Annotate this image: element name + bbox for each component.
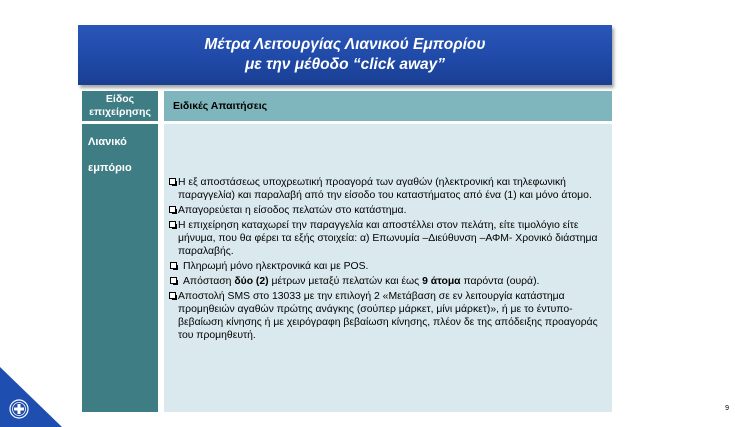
header-requirements-label: Ειδικές Απαιτήσεις [173, 100, 268, 112]
requirement-text: Πληρωμή μόνο ηλεκτρονικά και με POS. [183, 261, 369, 272]
checkbox-bullet-icon [169, 178, 176, 185]
list-item [169, 219, 607, 258]
business-type-line-1: Λιανικό [88, 136, 127, 148]
requirement-text-bold-distance: δύο (2) [234, 276, 269, 287]
list-item [169, 260, 607, 273]
business-type-line-2: εμπόριο [88, 162, 132, 174]
header-type-line-2: επιχείρησης [89, 106, 151, 118]
requirement-text-middle: μέτρων μεταξύ πελατών και έως [268, 276, 423, 287]
requirement-text: Απαγορεύεται η είσοδος πελατών στο κατάστημα. [178, 205, 407, 216]
page-number: 9 [725, 405, 729, 412]
title-line-2: με την μέθοδο “click away” [244, 56, 446, 73]
title-banner [78, 25, 612, 85]
requirement-text-bold-people: 9 άτομα [422, 276, 461, 287]
checkbox-bullet-icon [170, 262, 177, 269]
list-item [169, 204, 607, 217]
header-type-line-1: Είδος [105, 93, 135, 105]
requirement-text-suffix: παρόντα (ουρά). [460, 276, 540, 287]
title-line-1: Μέτρα Λειτουργίας Λιανικού Εμπορίου [204, 36, 486, 53]
checkbox-bullet-icon [169, 292, 176, 299]
header-requirements [164, 91, 612, 121]
list-item [169, 176, 607, 202]
business-type-cell [82, 124, 158, 412]
list-item [169, 290, 607, 342]
requirement-text: Η εξ αποστάσεως υποχρεωτική προαγορά των αγαθών (ηλεκτρονική και τηλεφωνική παραγγελία) και παραλαβή από την είσοδο του καταστήματος από ένα (1) και μόνο άτομο. [178, 177, 592, 201]
checkbox-bullet-icon [170, 277, 177, 284]
requirement-text-prefix: Απόσταση [183, 276, 235, 287]
greek-state-emblem-icon [0, 367, 62, 427]
requirement-text: Η επιχείρηση καταχωρεί την παραγγελία και αποστέλλει στον πελάτη, είτε τιμολόγιο είτε μήνυμα, που θα φέρει τα εξής στοιχεία: α) Επωνυμία –Διεύθυνση –ΑΦΜ- Χρονικό διάστημα παραλαβής. [178, 220, 598, 257]
header-business-type [82, 91, 158, 121]
checkbox-bullet-icon [169, 206, 176, 213]
requirements-list [169, 176, 607, 344]
requirement-text: Αποστολή SMS στο 13033 με την επιλογή 2 «Μετάβαση σε εν λειτουργία κατάστημα προμηθειών αγαθών πρώτης ανάγκης (σούπερ μάρκετ, μίνι μάρκετ)», ή με το έντυπο- βεβαίωση κίνησης ή με χειρόγραφη βεβαίωση κίνησης, πλέον δε της απόδειξης προαγοράς του προμηθευτή. [178, 291, 598, 341]
checkbox-bullet-icon [169, 221, 176, 228]
list-item [169, 275, 607, 288]
